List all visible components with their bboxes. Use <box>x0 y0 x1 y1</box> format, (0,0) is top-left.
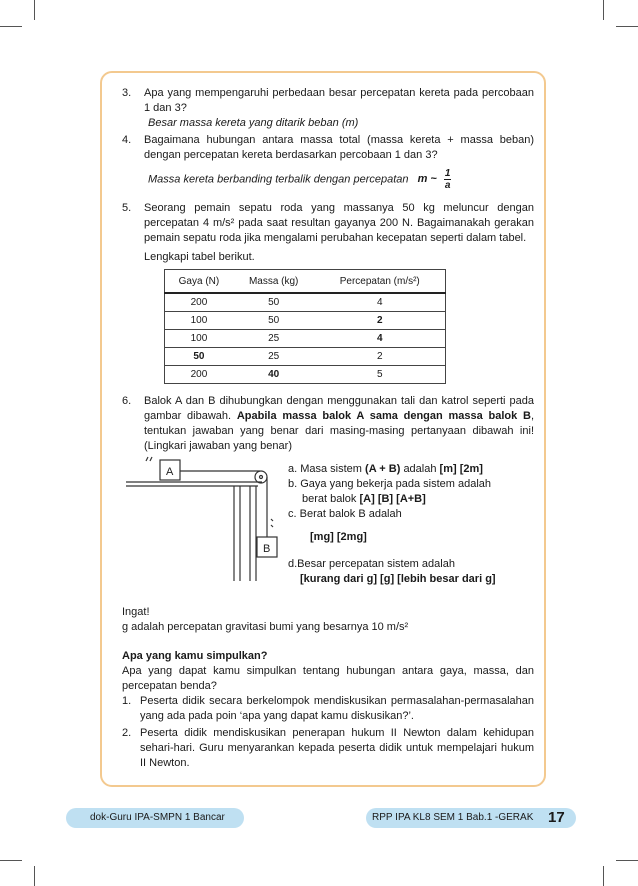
table-cell: 2 <box>315 348 446 366</box>
summary-item <box>122 694 534 724</box>
pulley-diagram <box>122 453 287 583</box>
formula-fraction <box>444 168 452 191</box>
table-cell: 100 <box>165 312 233 330</box>
sub-question-text: adalah <box>403 463 437 475</box>
table-cell: 100 <box>165 330 233 348</box>
pulley-wheel <box>255 471 267 483</box>
sub-question-d: d.Besar percepatan sistem adalah <box>288 558 455 570</box>
question-number: 5. <box>122 202 132 214</box>
remember-title: Ingat! <box>122 606 150 618</box>
table-cell: 25 <box>233 348 315 366</box>
fraction-numerator: 1 <box>444 168 451 179</box>
table-cell-answer: 40 <box>233 366 315 384</box>
crop-mark <box>0 26 22 27</box>
page-number: 17 <box>548 809 565 826</box>
summary-section <box>122 605 534 773</box>
remember-text: g adalah percepatan gravitasi bumi yang besarnya 10 m/s² <box>122 621 409 633</box>
footer-left-label: dok-Guru IPA-SMPN 1 Bancar <box>66 808 244 828</box>
question-4 <box>122 133 534 191</box>
answer-statement: Massa kereta berbanding terbalik dengan percepatan <box>148 173 409 186</box>
table-cell-answer: 50 <box>165 348 233 366</box>
sub-question-text: berat balok <box>302 493 357 505</box>
question-number: 4. <box>122 134 132 146</box>
table-cell-answer: 2 <box>315 312 446 330</box>
sub-question-emphasis: (A + B) <box>365 463 401 475</box>
table-cell: 50 <box>233 312 315 330</box>
motion-marks <box>271 519 273 527</box>
crop-mark <box>616 26 638 27</box>
block-b-label: B <box>263 543 271 555</box>
pulley-drawing <box>126 457 277 581</box>
question-6 <box>122 394 534 454</box>
question-emphasis: Apabila massa balok A sama dengan massa balok B <box>236 410 531 422</box>
table-row <box>165 312 446 330</box>
sub-question-b: b. Gaya yang bekerja pada sistem adalah <box>288 478 492 490</box>
question-3 <box>122 86 534 131</box>
motion-marks <box>146 457 152 461</box>
answer-options[interactable]: [mg] [2mg] <box>310 531 367 543</box>
question-number: 3. <box>122 87 132 99</box>
crop-mark <box>603 0 604 20</box>
summary-question: Apa yang dapat kamu simpulkan tentang hubungan antara gaya, massa, dan percepatan benda? <box>122 665 534 692</box>
table-header-row <box>165 270 446 294</box>
answer-options[interactable]: [m] [2m] <box>439 463 483 475</box>
question-text: Bagaimana hubungan antara massa total (massa kereta + massa beban) dengan percepatan kereta berdasarkan percobaan 1 dan 3? <box>144 134 534 161</box>
question-5 <box>122 201 534 265</box>
pulley-axle <box>260 476 263 479</box>
table-row <box>165 366 446 384</box>
worksheet-content <box>122 86 534 456</box>
crop-mark <box>0 860 22 861</box>
sub-question-text: a. Masa sistem <box>288 463 362 475</box>
summary-title: Apa yang kamu simpulkan? <box>122 650 268 662</box>
item-number: 2. <box>122 727 132 739</box>
data-table <box>164 269 446 384</box>
answer-options[interactable]: [A] [B] [A+B] <box>359 493 426 505</box>
table-instruction: Lengkapi tabel berikut. <box>144 251 255 263</box>
sub-question-b-options <box>288 492 538 507</box>
block-a-label: A <box>166 466 174 478</box>
question-text: Apa yang mempengaruhi perbedaan besar percepatan kereta pada percobaan 1 dan 3? <box>144 87 534 114</box>
crop-mark <box>34 0 35 20</box>
table-cell: 4 <box>315 293 446 312</box>
table-cell-answer: 4 <box>315 330 446 348</box>
table-cell: 25 <box>233 330 315 348</box>
sub-question-a <box>288 462 538 477</box>
summary-item <box>122 726 534 771</box>
question-text: Seorang pemain sepatu roda yang massanya 50 kg meluncur dengan percepatan 4 m/s² pada saat resultan gayanya 200 N. Bagaimanakah gerakan pemain sepatu roda jika mengalami perubahan kecepatan seperti dalam tabel. <box>144 202 534 244</box>
table-cell: 5 <box>315 366 446 384</box>
answer-text: Besar massa kereta yang ditarik beban (m) <box>148 117 359 129</box>
table-cell: 50 <box>233 293 315 312</box>
question-6-options <box>288 462 538 587</box>
table-row <box>165 348 446 366</box>
answer-options[interactable]: [kurang dari g] [g] [lebih besar dari g] <box>300 573 496 585</box>
item-text: Peserta didik mendiskusikan penerapan hukum II Newton dalam kehidupan sehari-hari. Guru menyarankan kepada peserta didik untuk mempelajari hukum II Newton. <box>140 727 534 769</box>
answer-text <box>144 168 534 191</box>
question-text: , tentukan jawaban yang benar dari masing-masing pertanyaan dibawah ini! (Lingkari jawaban yang benar) <box>144 410 534 452</box>
item-text: Peserta didik secara berkelompok mendiskusikan permasalahan-permasalahan yang ada pada poin ‘apa yang dapat kamu diskusikan?’. <box>140 695 534 722</box>
table-cell: 200 <box>165 366 233 384</box>
table-header: Gaya (N) <box>165 270 233 294</box>
formula-m: m ~ <box>417 173 437 186</box>
question-text: Balok A dan B dihubungkan dengan menggunakan tali dan katrol seperti pada gambar dibawah. <box>144 395 534 422</box>
question-number: 6. <box>122 395 132 407</box>
table-header: Massa (kg) <box>233 270 315 294</box>
fraction-denominator: a <box>444 180 451 191</box>
crop-mark <box>34 866 35 886</box>
item-number: 1. <box>122 695 132 707</box>
crop-mark <box>603 866 604 886</box>
table-row <box>165 293 446 312</box>
table-header: Percepatan (m/s²) <box>315 270 446 294</box>
footer-right-label: RPP IPA KL8 SEM 1 Bab.1 -GERAK <box>366 808 576 828</box>
crop-mark <box>616 860 638 861</box>
sub-question-c: c. Berat balok B adalah <box>288 508 402 520</box>
table-cell: 200 <box>165 293 233 312</box>
table-row <box>165 330 446 348</box>
